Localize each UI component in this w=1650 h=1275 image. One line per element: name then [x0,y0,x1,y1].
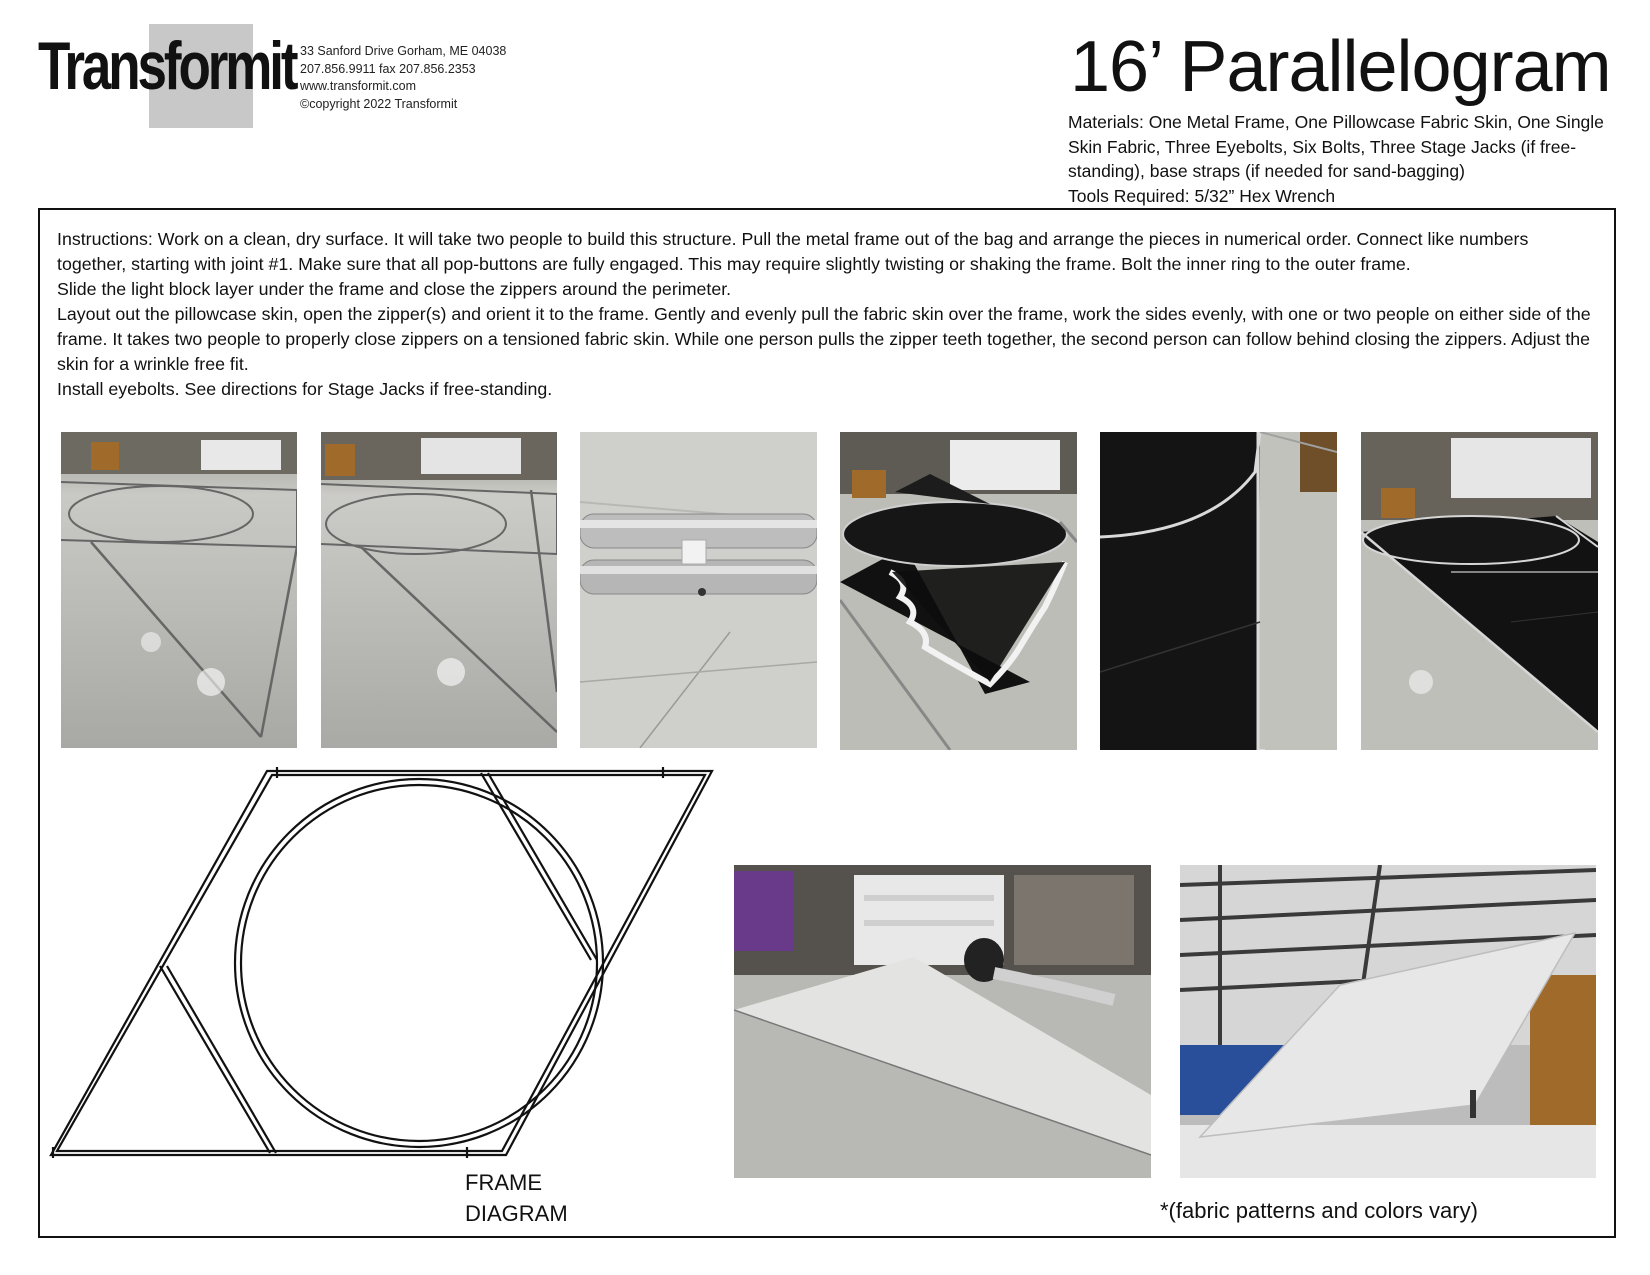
photo-frame-step-1 [61,432,297,748]
address: 33 Sanford Drive Gorham, ME 04038 [300,44,507,58]
diagram-label-line1: FRAME [465,1170,542,1195]
copyright: ©copyright 2022 Transformit [300,96,458,111]
instruction-paragraph: Layout out the pillowcase skin, open the zipper(s) and orient it to the frame. Gently and evenly pull the fabric skin over the frame, work the sides evenly, with one or two people on either side of the frame. It takes two people to properly close zippers on a tensioned fabric skin. While one person pulls the zipper teeth together, the second person can follow behind closing the zippers. Adjust the skin for a wrinkle free fit. [57,304,1591,374]
phone-fax: 207.856.9911 fax 207.856.2353 [300,61,476,76]
contact-info [300,43,506,113]
materials-text: Materials: One Metal Frame, One Pillowcase Fabric Skin, One Single Skin Fabric, Three Eyebolts, Six Bolts, Three Stage Jacks (if free-standing), base straps (if needed for sand-bagging) [1068,112,1604,181]
photo-standing-structure [1180,865,1596,1178]
instruction-paragraph: Install eyebolts. See directions for Stage Jacks if free-standing. [57,379,553,399]
instruction-paragraph: Instructions: Work on a clean, dry surface. It will take two people to build this structure. Pull the metal frame out of the bag and arrange the pieces in numerical order. Connect like numbers together, starting with joint #1. Make sure that all pop-buttons are fully engaged. This may require slightly twisting or shaking the frame. Bolt the inner ring to the outer frame. [57,229,1529,274]
photo-joint-closeup [580,432,817,748]
tools-text: Tools Required: 5/32” Hex Wrench [1068,185,1336,206]
instructions [57,227,1602,402]
photo-fabric-step-2 [1100,432,1337,750]
photo-frame-step-2 [321,432,557,748]
photo-fabric-step-3 [1361,432,1598,750]
diagram-label [465,1167,568,1229]
page-title: 16’ Parallelogram [1070,27,1611,107]
website: www.transformit.com [300,79,416,93]
diagram-label-line2: DIAGRAM [465,1201,568,1226]
photo-fabric-step-1 [840,432,1077,750]
fabric-caption: *(fabric patterns and colors vary) [1160,1198,1478,1223]
materials-block [1068,110,1628,208]
logo: Transformit [38,28,296,104]
frame-diagram [45,762,717,1162]
instruction-paragraph: Slide the light block layer under the frame and close the zippers around the perimeter. [57,279,732,299]
photo-white-fabric-floor [734,865,1151,1178]
